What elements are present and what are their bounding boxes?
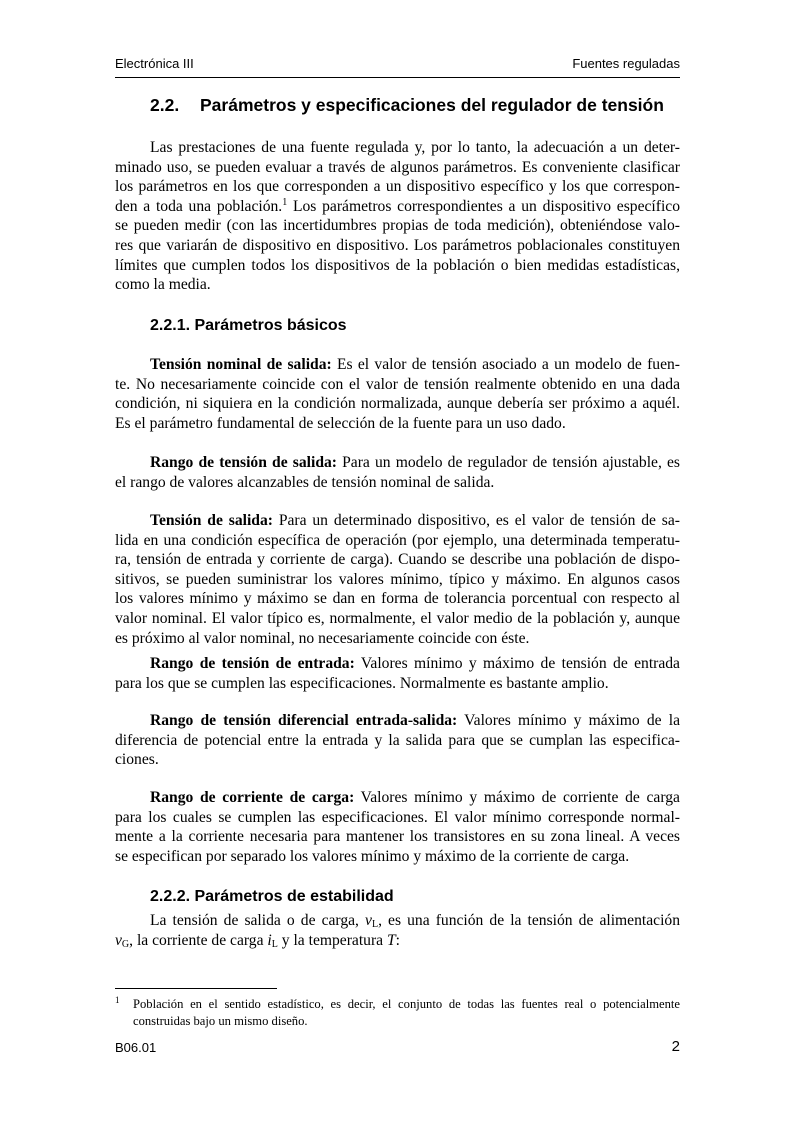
text-run: Es el parámetro fundamental de selección de la fuente para un uso dado. (115, 414, 566, 432)
term-label: Rango de tensión de salida: (150, 454, 337, 471)
text-run: res que variarán de dispositivo en dispositivo. Los parámetros poblacionales constituyen (115, 236, 680, 254)
footnote-mark: 1 (115, 995, 120, 1005)
term-label: Rango de corriente de carga: (150, 789, 355, 806)
text-line (115, 788, 680, 808)
text-run: Para un determinado dispositivo, es el valor de tensión de sa- (272, 512, 680, 529)
term-label: Rango de tensión de entrada: (150, 655, 355, 672)
text-line (115, 375, 680, 395)
text-line (115, 511, 680, 531)
text-run: : (395, 931, 400, 949)
text-line (115, 216, 680, 236)
term-label: Tensión de salida: (150, 512, 273, 529)
text-line (115, 531, 680, 551)
text-run: lida en una condición específica de operación (por ejemplo, una determinada temperatu- (115, 531, 680, 549)
text-line (115, 177, 680, 197)
text-run: te. No necesariamente coincide con el valor de tensión realmente obtenido en una dada (115, 375, 680, 393)
text-line (115, 911, 680, 931)
text-line (115, 473, 680, 493)
text-run: Valores mínimo y máximo de la (457, 712, 680, 729)
param-nominal-output-voltage (115, 355, 680, 433)
text-line (115, 453, 680, 473)
text-run: se pueden medir (con las incertidumbres propias de toda medición), obteniéndose valo- (115, 217, 680, 235)
text-line (115, 674, 680, 694)
param-output-voltage (115, 511, 680, 648)
footnote-text (133, 996, 680, 1030)
footer-code: B06.01 (115, 1040, 157, 1055)
text-run: y la temperatura (277, 931, 387, 949)
text-line (115, 570, 680, 590)
text-run: mente a la corriente necesaria para mantener los transistores en su zona lineal. A veces (115, 828, 680, 846)
subsection-heading-stability: 2.2.2. Parámetros de estabilidad (150, 888, 394, 905)
param-output-voltage-range (115, 453, 680, 492)
text-run: es próximo al valor nominal, no necesariamente coincide con éste. (115, 629, 530, 647)
text-run: sitivos, se pueden suministrar los valores mínimo, típico y máximo. En algunos casos (115, 570, 680, 588)
section-heading (150, 95, 664, 116)
text-run: Para un modelo de regulador de tensión ajustable, es (336, 454, 680, 471)
text-line (115, 731, 680, 751)
param-load-current-range (115, 788, 680, 866)
text-run: ra, tensión de entrada y corriente de carga). Cuando se describe una población de dispo- (115, 551, 680, 569)
text-line (133, 1013, 680, 1030)
text-run: Las prestaciones de una fuente regulada y, por lo tanto, la adecuación a un deter- (150, 139, 680, 156)
text-line (115, 414, 680, 434)
text-line (115, 847, 680, 867)
text-run: Población en el sentido estadístico, es decir, el conjunto de todas las fuentes real o potencialmente (133, 997, 680, 1011)
text-run: T (386, 931, 396, 949)
text-run: Valores mínimo y máximo de tensión de entrada (354, 655, 680, 672)
text-line (115, 236, 680, 256)
text-run: G (121, 938, 130, 950)
text-line (115, 808, 680, 828)
text-run: den a toda una población. (115, 197, 283, 215)
text-line (115, 275, 680, 295)
header-divider (115, 77, 680, 78)
text-line (115, 394, 680, 414)
text-line (115, 654, 680, 674)
text-line (115, 256, 680, 276)
section-title: Parámetros y especificaciones del regulador de tensión (200, 95, 664, 115)
text-run: ciones. (115, 751, 159, 769)
text-run: valor nominal. El valor típico es, normalmente, el valor medio de la población y, aunque (115, 609, 680, 627)
text-run: los valores mínimo y máximo se dan en forma de tolerancia porcentual con respecto al (115, 590, 680, 608)
text-run: i (267, 931, 272, 949)
text-line (115, 138, 680, 158)
param-input-voltage-range (115, 654, 680, 693)
text-run: el rango de valores alcanzables de tensión nominal de salida. (115, 473, 495, 491)
text-run: para los cuales se cumplen las especificaciones. El valor mínimo corresponde normal- (115, 808, 680, 826)
text-run: La tensión de salida o de carga, (150, 912, 366, 929)
param-dropout-voltage-range (115, 711, 680, 770)
section-number: 2.2. (150, 95, 180, 115)
text-run: Es el valor de tensión asociado a un modelo de fuen- (331, 356, 680, 373)
footnote-divider (115, 988, 277, 989)
text-run: límites que cumplen todos los dispositivos de la población o bien medidas estadísticas, (115, 256, 680, 274)
text-run: Valores mínimo y máximo de corriente de carga (354, 789, 680, 806)
text-line (115, 158, 680, 178)
text-run: L (371, 919, 379, 930)
text-run: v (115, 931, 122, 949)
text-run: como la media. (115, 276, 211, 294)
text-run: construidas bajo un mismo diseño. (133, 1014, 308, 1028)
text-line (115, 629, 680, 649)
text-line (115, 589, 680, 609)
text-line (115, 355, 680, 375)
text-run: v (365, 912, 372, 929)
term-label: Rango de tensión diferencial entrada-salida: (150, 712, 458, 729)
text-run: los parámetros en los que corresponden a un dispositivo específico y los que correspon- (115, 178, 680, 196)
footnote (115, 996, 680, 1030)
header-course: Electrónica III (115, 56, 194, 71)
text-line (115, 197, 680, 217)
text-line (115, 827, 680, 847)
text-run: diferencia de potencial entre la entrada y la salida para que se cumplan las especifica- (115, 731, 680, 749)
text-run: condición, ni siquiera en la condición normalizada, aunque debería ser próximo a aquél. (115, 395, 680, 413)
text-line (115, 750, 680, 770)
text-line (133, 996, 680, 1013)
footnote-ref: 1 (282, 196, 288, 208)
text-line (115, 550, 680, 570)
page-number: 2 (671, 1038, 680, 1055)
text-run: , es una función de la tensión de alimentación (378, 912, 680, 929)
text-run: para los que se cumplen las especificaciones. Normalmente es bastante amplio. (115, 674, 609, 692)
term-label: Tensión nominal de salida: (150, 356, 332, 373)
text-run: se especifican por separado los valores mínimo y máximo de la corriente de carga. (115, 847, 630, 865)
text-run: Los parámetros correspondientes a un dispositivo específico (287, 197, 680, 215)
header-chapter: Fuentes reguladas (572, 56, 680, 71)
text-line (115, 931, 680, 951)
text-run: , la corriente de carga (129, 931, 268, 949)
subsection-heading-basic: 2.2.1. Parámetros básicos (150, 317, 347, 334)
intro-paragraph (115, 138, 680, 295)
text-line (115, 609, 680, 629)
stability-paragraph (115, 911, 680, 950)
text-run: minado uso, se pueden evaluar a través de algunos parámetros. Es conveniente clasificar (115, 158, 680, 176)
text-run: L (271, 938, 278, 950)
text-line (115, 711, 680, 731)
